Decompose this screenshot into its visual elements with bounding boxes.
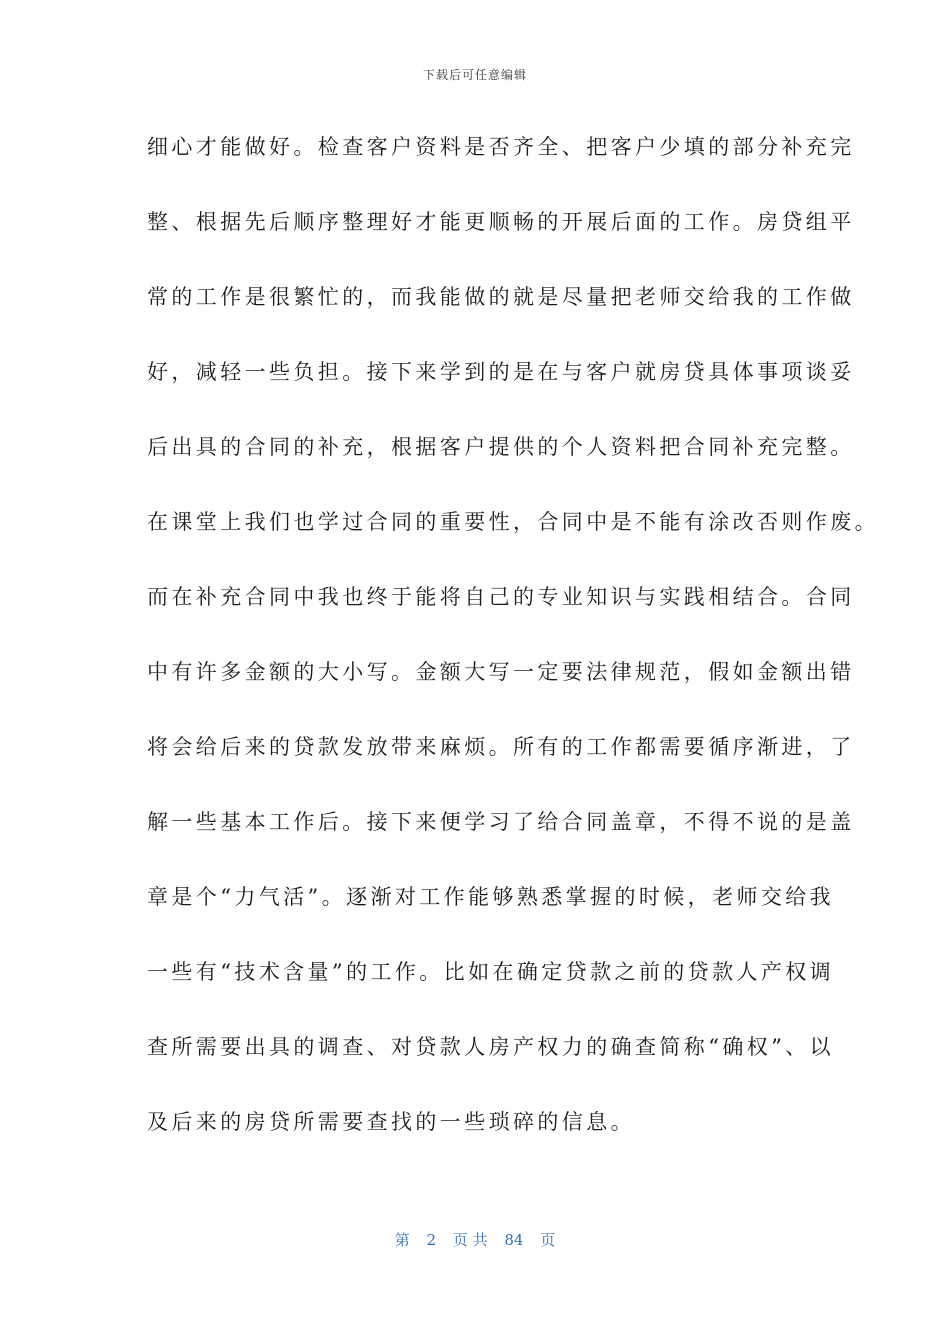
page-footer xyxy=(0,1229,950,1250)
text-line: 一些有“技术含量”的工作。比如在确定贷款之前的贷款人产权调 xyxy=(147,960,835,984)
page-header: 下载后可任意编辑 xyxy=(422,68,527,82)
footer-middle: 页 共 xyxy=(452,1231,488,1249)
text-line: 整、根据先后顺序整理好才能更顺畅的开展后面的工作。房贷组平 xyxy=(147,210,855,234)
total-page-count: 84 xyxy=(504,1231,524,1249)
footer-prefix: 第 xyxy=(394,1231,410,1249)
text-line: 好，减轻一些负担。接下来学到的是在与客户就房贷具体事项谈妥 xyxy=(147,360,855,384)
current-page-number: 2 xyxy=(426,1231,437,1249)
text-line: 中有许多金额的大小写。金额大写一定要法律规范，假如金额出错 xyxy=(147,660,855,684)
text-line: 细心才能做好。检查客户资料是否齐全、把客户少填的部分补充完 xyxy=(147,135,855,159)
body-text xyxy=(147,128,879,1178)
text-line: 后出具的合同的补充，根据客户提供的个人资料把合同补充完整。 xyxy=(147,435,855,459)
text-line: 解一些基本工作后。接下来便学习了给合同盖章，不得不说的是盖 xyxy=(147,810,855,834)
text-line: 章是个“力气活”。逐渐对工作能够熟悉掌握的时候，老师交给我 xyxy=(147,885,835,909)
text-line: 而在补充合同中我也终于能将自己的专业知识与实践相结合。合同 xyxy=(147,585,855,609)
text-line: 常的工作是很繁忙的，而我能做的就是尽量把老师交给我的工作做 xyxy=(147,285,855,309)
footer-suffix: 页 xyxy=(540,1231,556,1249)
text-line: 将会给后来的贷款发放带来麻烦。所有的工作都需要循序渐进，了 xyxy=(147,735,855,759)
text-line: 在课堂上我们也学过合同的重要性，合同中是不能有涂改否则作废。 xyxy=(147,510,879,534)
text-line: 查所需要出具的调查、对贷款人房产权力的确查简称“确权”、以 xyxy=(147,1035,835,1059)
text-line: 及后来的房贷所需要查找的一些琐碎的信息。 xyxy=(147,1110,635,1134)
